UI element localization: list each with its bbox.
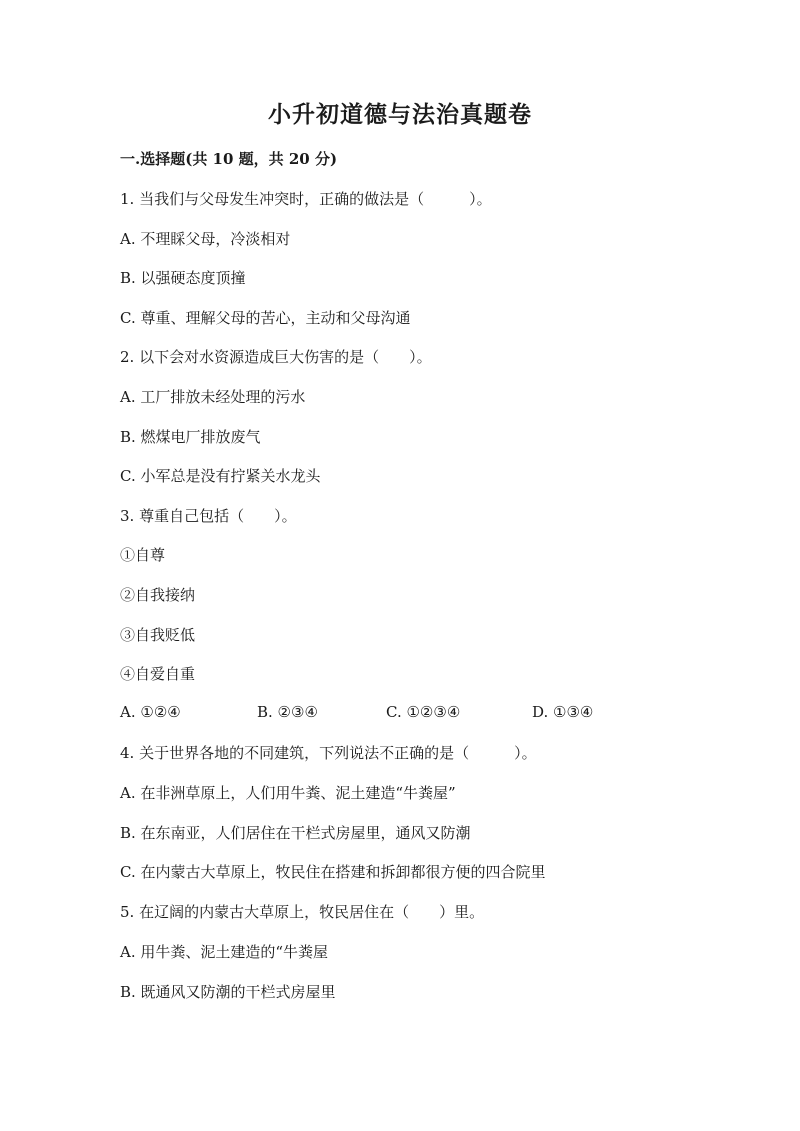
- question-3-item-3: ③自我贬低: [120, 626, 196, 644]
- question-2-stem: 2. 以下会对水资源造成巨大伤害的是（ ）。: [120, 348, 432, 366]
- question-3-item-4: ④自爱自重: [120, 665, 196, 683]
- question-1-stem: 1. 当我们与父母发生冲突时，正确的做法是（ ）。: [120, 190, 492, 208]
- question-2-option-b: B. 燃煤电厂排放废气: [120, 428, 261, 446]
- question-4-option-c: C. 在内蒙古大草原上，牧民住在搭建和拆卸都很方便的四合院里: [120, 863, 546, 881]
- question-4-option-b: B. 在东南亚，人们居住在干栏式房屋里，通风又防潮: [120, 824, 471, 842]
- section-heading: 一.选择题(共 10 题，共 20 分): [120, 150, 338, 168]
- question-3-item-1: ①自尊: [120, 546, 166, 564]
- question-5-option-b: B. 既通风又防潮的干栏式房屋里: [120, 983, 336, 1001]
- question-1-option-a: A. 不理睬父母，冷淡相对: [120, 230, 291, 248]
- question-5-stem: 5. 在辽阔的内蒙古大草原上，牧民居住在（ ）里。: [120, 903, 485, 921]
- question-3-item-2: ②自我接纳: [120, 586, 196, 604]
- question-4-stem: 4. 关于世界各地的不同建筑，下列说法不正确的是（ ）。: [120, 744, 537, 762]
- question-3-choice-d: D. ①③④: [532, 703, 594, 721]
- exam-title: 小升初道德与法治真题卷: [268, 101, 532, 128]
- question-5-option-a: A. 用牛粪、泥土建造的“牛粪屋: [120, 943, 329, 961]
- question-2-option-c: C. 小军总是没有拧紧关水龙头: [120, 467, 321, 485]
- question-4-option-a: A. 在非洲草原上，人们用牛粪、泥土建造“牛粪屋”: [120, 784, 456, 802]
- question-3-stem: 3. 尊重自己包括（ ）。: [120, 507, 297, 525]
- question-3-choice-a: A. ①②④: [120, 703, 181, 721]
- question-3-choices: [120, 703, 680, 723]
- question-3-choice-c: C. ①②③④: [386, 703, 461, 721]
- question-3-choice-b: B. ②③④: [257, 703, 318, 721]
- question-1-option-b: B. 以强硬态度顶撞: [120, 269, 246, 287]
- question-1-option-c: C. 尊重、理解父母的苦心，主动和父母沟通: [120, 309, 411, 327]
- question-2-option-a: A. 工厂排放未经处理的污水: [120, 388, 306, 406]
